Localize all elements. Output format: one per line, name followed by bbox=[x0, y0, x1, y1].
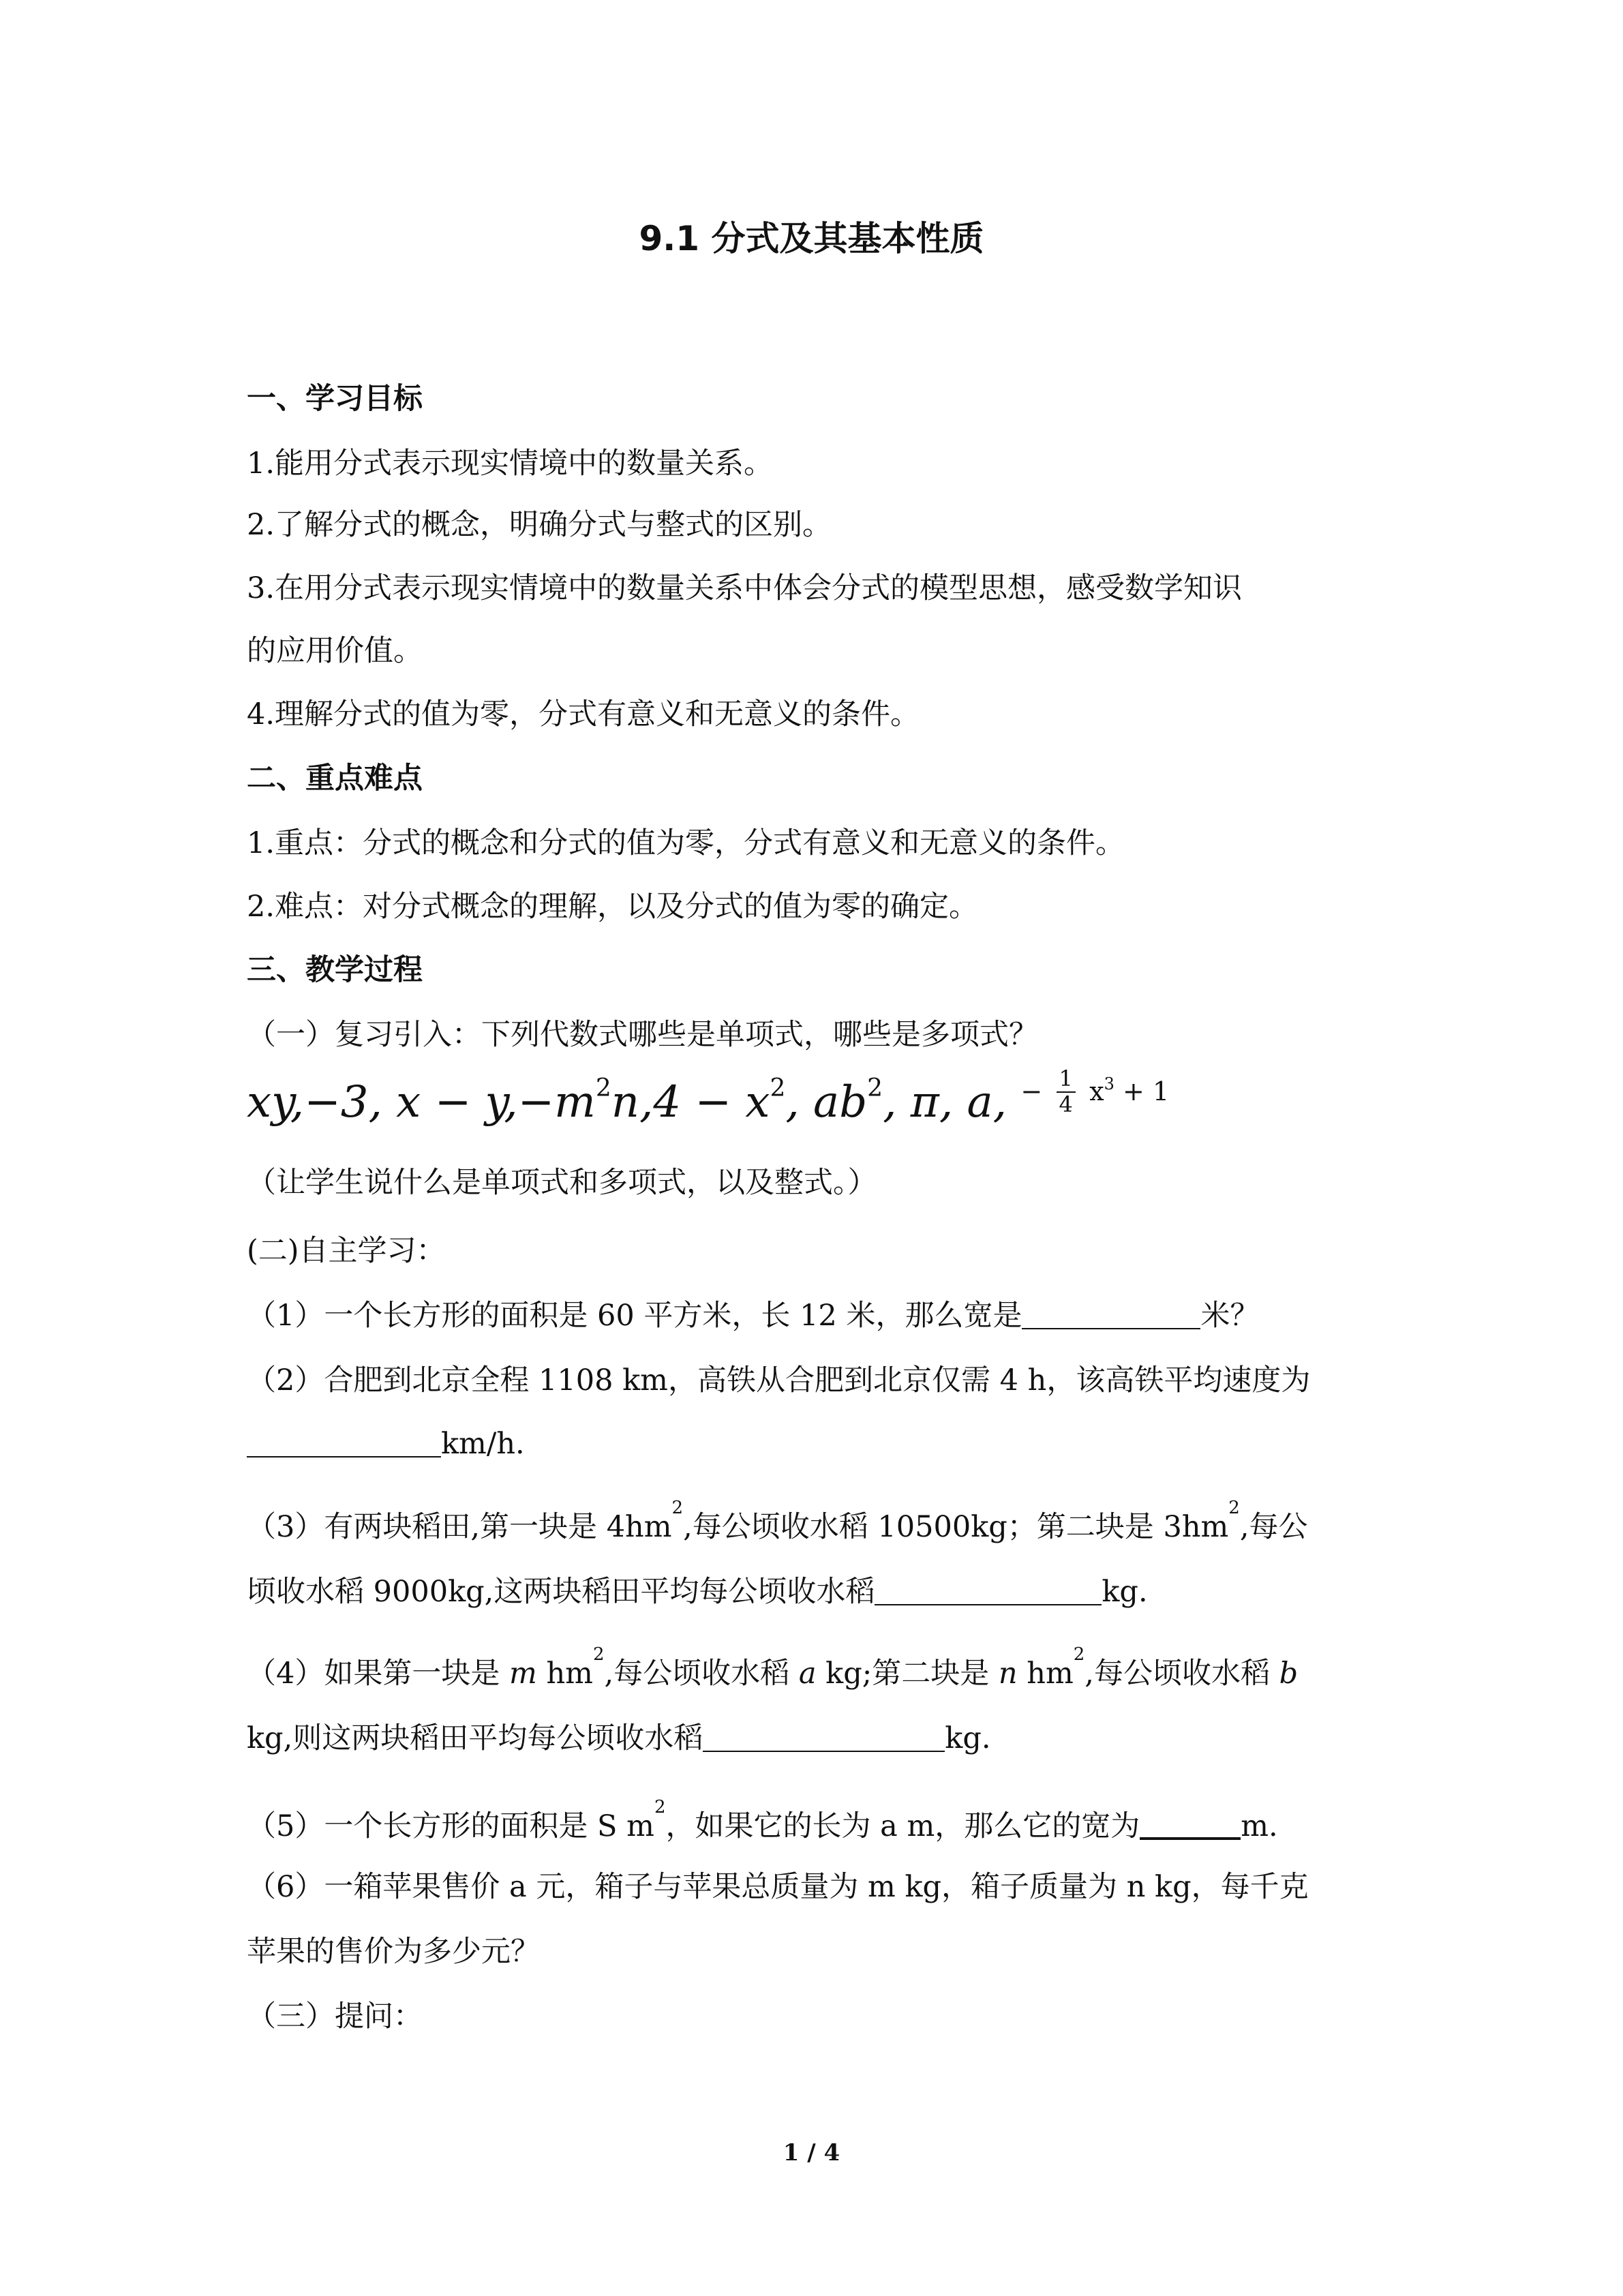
exponent: 2 bbox=[1073, 1644, 1085, 1665]
question-text: ,每公顷收水稻 bbox=[1084, 1657, 1279, 1691]
expr-plus-one: + 1 bbox=[1114, 1076, 1170, 1106]
exponent: 2 bbox=[592, 1644, 605, 1665]
objective-item: 3.在用分式表示现实情境中的数量关系中体会分式的模型思想，感受数学知识 bbox=[247, 571, 1243, 605]
answer-blank bbox=[1022, 1299, 1200, 1329]
question-text: 顷收水稻 9000kg,这两块稻田平均每公顷收水稻 bbox=[247, 1575, 875, 1609]
review-note: （让学生说什么是单项式和多项式，以及整式。） bbox=[247, 1166, 877, 1200]
question-text: hm bbox=[1017, 1657, 1074, 1691]
expr-exponent: 3 bbox=[1104, 1074, 1114, 1093]
answer-blank bbox=[703, 1721, 945, 1752]
exponent: 2 bbox=[1228, 1498, 1240, 1518]
answer-blank bbox=[247, 1427, 441, 1457]
ask-heading: （三）提问： bbox=[247, 1999, 423, 2034]
question-2-continued bbox=[247, 1427, 525, 1462]
expr-variable-x: x bbox=[1089, 1076, 1104, 1106]
question-text: （1）一个长方形的面积是 60 平方米，长 12 米，那么宽是 bbox=[247, 1299, 1022, 1333]
question-5 bbox=[247, 1797, 1278, 1845]
fraction-denominator: 4 bbox=[1059, 1091, 1073, 1117]
question-text: ,每公 bbox=[1239, 1510, 1308, 1544]
expr-exponent: 2 bbox=[867, 1074, 883, 1102]
expr-exponent: 2 bbox=[595, 1074, 611, 1102]
key-point-item: 1.重点：分式的概念和分式的值为零，分式有意义和无意义的条件。 bbox=[247, 826, 1125, 860]
question-6-continued: 苹果的售价为多少元？ bbox=[247, 1935, 540, 1969]
expr-part: , ab bbox=[785, 1077, 868, 1128]
exponent: 2 bbox=[671, 1498, 684, 1518]
exponent: 2 bbox=[654, 1797, 666, 1817]
question-text: kg. bbox=[945, 1721, 991, 1755]
question-6: （6）一箱苹果售价 a 元，箱子与苹果总质量为 m kg，箱子质量为 n kg，每千克 bbox=[247, 1870, 1309, 1904]
question-4-continued bbox=[247, 1721, 991, 1757]
question-3-continued bbox=[247, 1575, 1148, 1610]
self-study-heading: (二)自主学习： bbox=[247, 1234, 446, 1268]
question-text: hm bbox=[536, 1657, 593, 1691]
question-text: ,每公顷收水稻 10500kg；第二块是 3hm bbox=[683, 1510, 1229, 1544]
question-text: （4）如果第一块是 bbox=[247, 1657, 510, 1691]
section-heading-key-points: 二、重点难点 bbox=[247, 761, 423, 796]
variable-a: a bbox=[798, 1657, 817, 1691]
answer-blank bbox=[875, 1575, 1102, 1605]
page-number: 1 / 4 bbox=[783, 2139, 840, 2166]
section-heading-objectives: 一、学习目标 bbox=[247, 382, 423, 416]
fraction-one-quarter bbox=[1057, 1067, 1076, 1116]
expr-part: , π, a, bbox=[883, 1077, 1007, 1128]
question-text: kg. bbox=[1102, 1575, 1148, 1609]
question-text: ,每公顷收水稻 bbox=[604, 1657, 799, 1691]
expr-part: n,4 − x bbox=[611, 1077, 770, 1128]
objective-item: 2.了解分式的概念，明确分式与整式的区别。 bbox=[247, 508, 832, 542]
question-text: （3）有两块稻田,第一块是 4hm bbox=[247, 1510, 672, 1544]
question-text: m. bbox=[1241, 1809, 1278, 1843]
section-heading-process: 三、教学过程 bbox=[247, 953, 423, 987]
question-3 bbox=[247, 1498, 1308, 1545]
objective-item: 4.理解分式的值为零，分式有意义和无意义的条件。 bbox=[247, 697, 920, 731]
expr-negative-sign: − bbox=[1020, 1076, 1043, 1106]
answer-blank bbox=[1140, 1808, 1241, 1840]
question-text: kg;第二块是 bbox=[816, 1657, 999, 1691]
variable-b: b bbox=[1279, 1657, 1299, 1691]
question-2: （2）合肥到北京全程 1108 km，高铁从合肥到北京仅需 4 h，该高铁平均速度为 bbox=[247, 1363, 1311, 1398]
key-point-item: 2.难点：对分式概念的理解，以及分式的值为零的确定。 bbox=[247, 890, 979, 924]
algebraic-expressions bbox=[247, 1066, 1170, 1130]
variable-m: m bbox=[509, 1657, 537, 1691]
question-text: ，如果它的长为 a m，那么它的宽为 bbox=[665, 1809, 1140, 1843]
review-intro: （一）复习引入：下列代数式哪些是单项式，哪些是多项式？ bbox=[247, 1018, 1038, 1052]
expr-exponent: 2 bbox=[770, 1074, 786, 1102]
expr-part: xy,−3, x − y,−m bbox=[247, 1077, 596, 1128]
question-text: km/h. bbox=[441, 1427, 525, 1461]
fraction-numerator: 1 bbox=[1057, 1067, 1076, 1092]
objective-item: 1.能用分式表示现实情境中的数量关系。 bbox=[247, 447, 774, 481]
variable-n: n bbox=[998, 1657, 1018, 1691]
question-text: （5）一个长方形的面积是 S m bbox=[247, 1809, 654, 1843]
question-text: kg,则这两块稻田平均每公顷收水稻 bbox=[247, 1721, 703, 1755]
objective-item-continued: 的应用价值。 bbox=[247, 634, 423, 668]
question-1 bbox=[247, 1299, 1259, 1334]
question-text: 米？ bbox=[1200, 1299, 1260, 1333]
page-title: 9.1 分式及其基本性质 bbox=[639, 219, 984, 258]
question-4 bbox=[247, 1644, 1299, 1692]
